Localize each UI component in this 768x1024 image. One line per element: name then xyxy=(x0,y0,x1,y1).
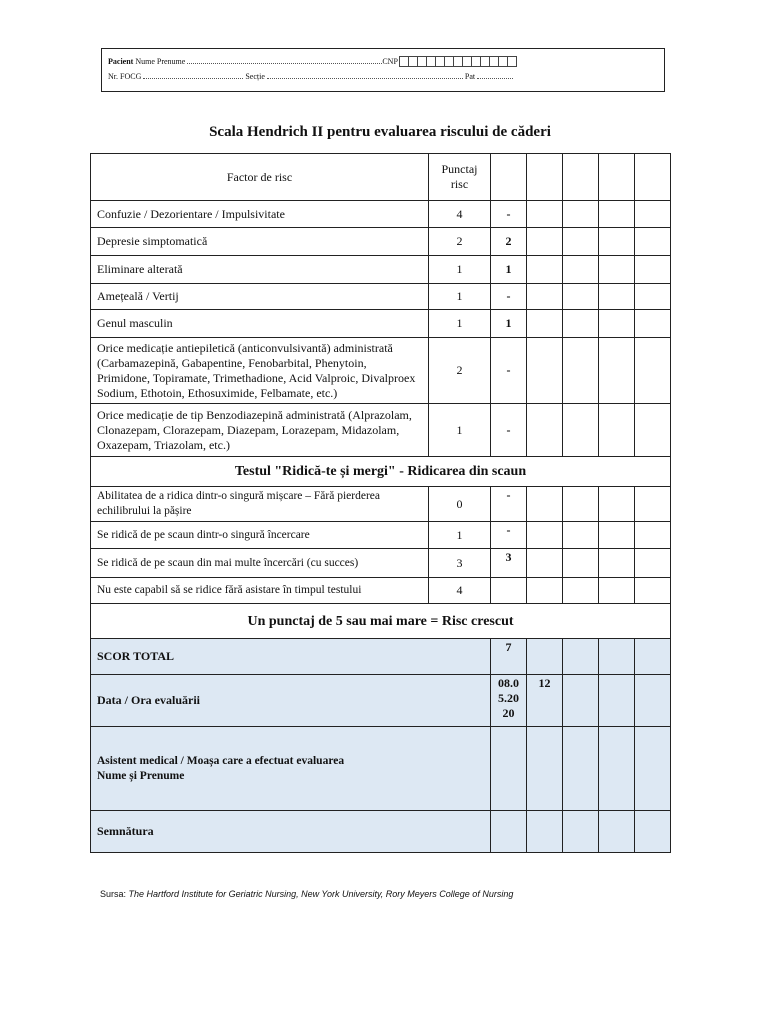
risk-score[interactable]: 2 xyxy=(491,228,527,256)
score-cell[interactable] xyxy=(635,154,671,201)
score-cell[interactable] xyxy=(563,256,599,284)
focg-field[interactable] xyxy=(143,71,243,79)
score-cell[interactable] xyxy=(491,811,527,853)
cnp-label: CNP xyxy=(382,57,398,66)
score-cell[interactable] xyxy=(599,578,635,604)
score-cell[interactable] xyxy=(599,338,635,404)
score-cell[interactable] xyxy=(563,310,599,338)
score-cell[interactable] xyxy=(527,256,563,284)
score-cell[interactable] xyxy=(635,256,671,284)
test-title: Testul "Ridică-te și mergi" - Ridicarea din scaun xyxy=(91,457,671,487)
total-row xyxy=(91,639,671,675)
score-cell[interactable] xyxy=(527,284,563,310)
risk-factor-label: Orice medicație antiepiletică (anticonvulsivantă) administrată (Carbamazepină, Gabapentine, Fenobarbital, Phenytoin, Primidone, Topiramate, Trimethadione, Acid Valproic, Divalproex Sodium, Ethotoin, Ethosuximide, Felbamate, etc.) xyxy=(91,338,429,404)
header-row xyxy=(91,154,671,201)
score-cell[interactable] xyxy=(599,228,635,256)
score-cell[interactable] xyxy=(491,727,527,811)
score-cell[interactable] xyxy=(599,549,635,578)
risk-factor-label: Genul masculin xyxy=(91,310,429,338)
score-cell[interactable] xyxy=(635,404,671,457)
signature-label: Semnătura xyxy=(91,811,491,853)
risk-factor-label: Orice medicație de tip Benzodiazepină administrată (Alprazolam, Clonazepam, Clorazepam, Diazepam, Lorazepam, Midazolam, Oxazepam, Triazolam, etc.) xyxy=(91,404,429,457)
risk-factor-label: Amețeală / Vertij xyxy=(91,284,429,310)
risk-points: 2 xyxy=(429,228,491,256)
score-cell[interactable] xyxy=(563,675,599,727)
patient-label: Pacient xyxy=(108,57,134,66)
risk-points: 4 xyxy=(429,201,491,228)
risk-points: 1 xyxy=(429,404,491,457)
risk-score[interactable]: - xyxy=(491,404,527,457)
test-item-row xyxy=(91,549,671,578)
test-item-row xyxy=(91,487,671,522)
score-cell[interactable] xyxy=(527,639,563,675)
score-cell[interactable] xyxy=(527,727,563,811)
risk-score[interactable]: - xyxy=(491,201,527,228)
score-cell[interactable] xyxy=(563,487,599,522)
score-cell[interactable] xyxy=(635,338,671,404)
score-cell[interactable] xyxy=(563,228,599,256)
score-cell[interactable] xyxy=(527,522,563,549)
risk-points: 1 xyxy=(429,284,491,310)
test-section-row xyxy=(91,457,671,487)
cnp-field[interactable] xyxy=(400,56,517,67)
score-cell[interactable] xyxy=(635,727,671,811)
test-points: 0 xyxy=(429,487,491,522)
score-cell[interactable] xyxy=(563,338,599,404)
score-cell[interactable] xyxy=(527,404,563,457)
source-note xyxy=(100,889,513,899)
date-row xyxy=(91,675,671,727)
score-cell[interactable] xyxy=(527,154,563,201)
threshold-text: Un punctaj de 5 sau mai mare = Risc crescut xyxy=(91,604,671,639)
score-cell[interactable] xyxy=(563,201,599,228)
score-cell[interactable] xyxy=(527,811,563,853)
score-cell[interactable] xyxy=(527,338,563,404)
factor-header: Factor de risc xyxy=(91,154,429,201)
score-cell[interactable] xyxy=(491,154,527,201)
page-title: Scala Hendrich II pentru evaluarea riscului de căderi xyxy=(209,124,551,140)
test-item-label: Nu este capabil să se ridice fără asistare în timpul testului xyxy=(91,578,429,604)
score-cell[interactable] xyxy=(599,256,635,284)
score-cell[interactable] xyxy=(599,201,635,228)
focg-label: Nr. FOCG xyxy=(108,72,142,81)
risk-factor-label: Eliminare alterată xyxy=(91,256,429,284)
date-label: Data / Ora evaluării xyxy=(91,675,491,727)
bed-label: Pat xyxy=(464,72,476,81)
section-field[interactable] xyxy=(267,71,463,79)
score-cell[interactable] xyxy=(635,578,671,604)
risk-factor-row xyxy=(91,284,671,310)
test-item-row xyxy=(91,578,671,604)
source-text: The Hartford Institute for Geriatric Nursing, New York University, Rory Meyers College of Nursing xyxy=(128,889,514,899)
test-points: 3 xyxy=(429,549,491,578)
test-score[interactable]: 3 xyxy=(491,549,527,578)
score-cell[interactable] xyxy=(599,727,635,811)
score-cell[interactable] xyxy=(635,310,671,338)
signature-row xyxy=(91,811,671,853)
score-cell[interactable] xyxy=(563,522,599,549)
score-cell[interactable] xyxy=(527,228,563,256)
score-cell[interactable] xyxy=(599,811,635,853)
score-cell[interactable] xyxy=(563,154,599,201)
risk-score[interactable]: 1 xyxy=(491,310,527,338)
score-cell[interactable] xyxy=(599,522,635,549)
nurse-label: Asistent medical / Moașa care a efectuat evaluarea Nume și Prenume xyxy=(91,727,491,811)
score-cell[interactable] xyxy=(599,310,635,338)
risk-score[interactable]: 1 xyxy=(491,256,527,284)
risk-factor-row xyxy=(91,228,671,256)
risk-factor-row xyxy=(91,201,671,228)
nurse-row xyxy=(91,727,671,811)
risk-factor-row xyxy=(91,338,671,404)
score-cell[interactable] xyxy=(527,310,563,338)
score-cell[interactable] xyxy=(563,284,599,310)
score-cell[interactable] xyxy=(635,487,671,522)
score-cell[interactable] xyxy=(527,201,563,228)
test-item-label: Abilitatea de a ridica dintr-o singură mișcare – Fără pierderea echilibrului la pășire xyxy=(91,487,429,522)
section-label: Secție xyxy=(245,72,265,81)
name-field[interactable] xyxy=(187,56,382,64)
patient-name-line xyxy=(108,56,517,67)
score-cell[interactable] xyxy=(635,284,671,310)
score-cell[interactable] xyxy=(563,639,599,675)
score-cell[interactable] xyxy=(563,727,599,811)
risk-factor-row xyxy=(91,256,671,284)
test-score[interactable]: - xyxy=(491,522,527,549)
risk-factor-row xyxy=(91,310,671,338)
name-label: Nume Prenume xyxy=(135,57,186,66)
bed-field[interactable] xyxy=(477,71,513,79)
score-cell[interactable] xyxy=(635,228,671,256)
test-points: 1 xyxy=(429,522,491,549)
score-cell[interactable] xyxy=(563,404,599,457)
score-cell[interactable] xyxy=(635,639,671,675)
score-cell[interactable] xyxy=(599,487,635,522)
score-cell[interactable] xyxy=(635,675,671,727)
score-cell[interactable] xyxy=(599,404,635,457)
score-cell[interactable] xyxy=(635,549,671,578)
risk-score[interactable]: - xyxy=(491,284,527,310)
patient-ward-line xyxy=(108,71,513,82)
threshold-row xyxy=(91,604,671,639)
time-value[interactable]: 12 xyxy=(527,675,563,727)
test-score[interactable]: - xyxy=(491,487,527,522)
source-label: Sursa: xyxy=(100,889,127,899)
date-value[interactable]: 08.0 5.20 20 xyxy=(491,675,527,727)
test-item-row xyxy=(91,522,671,549)
score-cell[interactable] xyxy=(563,811,599,853)
patient-header xyxy=(101,48,665,92)
test-score[interactable] xyxy=(491,578,527,604)
score-cell[interactable] xyxy=(527,549,563,578)
points-header: Punctaj risc xyxy=(429,154,491,201)
score-cell[interactable] xyxy=(599,675,635,727)
test-item-label: Se ridică de pe scaun dintr-o singură încercare xyxy=(91,522,429,549)
hendrich-table xyxy=(90,153,671,853)
score-cell[interactable] xyxy=(599,284,635,310)
total-label: SCOR TOTAL xyxy=(91,639,491,675)
score-cell[interactable] xyxy=(599,639,635,675)
risk-factor-label: Confuzie / Dezorientare / Impulsivitate xyxy=(91,201,429,228)
score-cell[interactable] xyxy=(563,549,599,578)
risk-score[interactable]: - xyxy=(491,338,527,404)
test-points: 4 xyxy=(429,578,491,604)
score-cell[interactable] xyxy=(599,154,635,201)
score-cell[interactable] xyxy=(527,578,563,604)
total-score[interactable]: 7 xyxy=(491,639,527,675)
risk-points: 2 xyxy=(429,338,491,404)
test-item-label: Se ridică de pe scaun din mai multe încercări (cu succes) xyxy=(91,549,429,578)
risk-points: 1 xyxy=(429,310,491,338)
risk-points: 1 xyxy=(429,256,491,284)
risk-factor-row xyxy=(91,404,671,457)
risk-factor-label: Depresie simptomatică xyxy=(91,228,429,256)
score-cell[interactable] xyxy=(635,522,671,549)
score-cell[interactable] xyxy=(635,811,671,853)
score-cell[interactable] xyxy=(635,201,671,228)
score-cell[interactable] xyxy=(527,487,563,522)
score-cell[interactable] xyxy=(563,578,599,604)
